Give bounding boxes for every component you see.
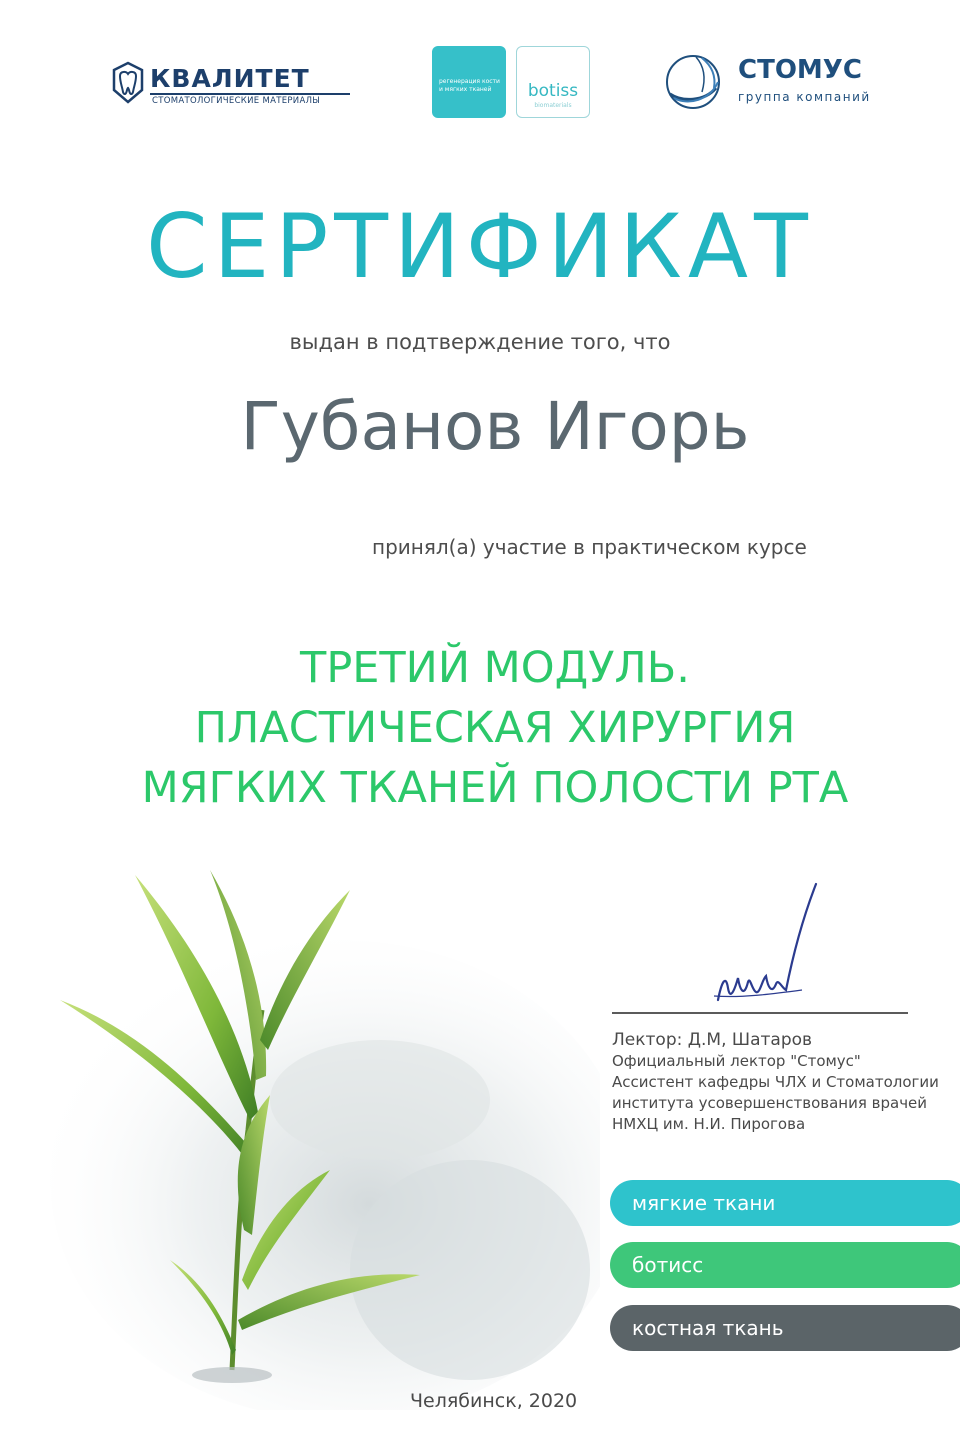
botiss-wordmark-box — [516, 46, 590, 118]
tag-bone-tissue: костная ткань — [610, 1305, 960, 1351]
lecturer-line: Ассистент кафедры ЧЛХ и Стоматологии — [612, 1073, 939, 1091]
course-title — [0, 638, 960, 818]
signature-mark — [712, 880, 832, 1010]
course-line: ПЛАСТИЧЕСКАЯ ХИРУРГИЯ — [194, 703, 796, 753]
course-line: МЯГКИХ ТКАНЕЙ ПОЛОСТИ РТА — [141, 763, 849, 813]
given-text: выдан в подтверждение того, что — [289, 330, 671, 354]
kvalitet-underline — [150, 93, 350, 95]
stomus-name: СТОМУС — [738, 55, 862, 85]
kvalitet-subtitle: СТОМАТОЛОГИЧЕСКИЕ МАТЕРИАЛЫ — [152, 96, 321, 106]
signature-line — [612, 1012, 908, 1014]
lecturer-line: НМХЦ им. Н.И. Пирогова — [612, 1115, 806, 1133]
lecturer-line: института усовершенствования врачей — [612, 1094, 928, 1112]
tag-botiss: ботисс — [610, 1242, 960, 1288]
kvalitet-logo — [108, 60, 353, 110]
participation-text: принял(а) участие в практическом курсе — [372, 535, 807, 559]
stomus-subtitle: группа компаний — [738, 90, 871, 104]
lecturer-line: Официальный лектор "Стомус" — [612, 1052, 861, 1070]
stomus-globe-icon — [660, 52, 726, 112]
botiss-logo — [432, 46, 590, 120]
botiss-tagline: biomaterials — [534, 102, 572, 109]
kvalitet-name: КВАЛИТЕТ — [150, 64, 310, 93]
recipient-name: Губанов Игорь — [240, 388, 750, 465]
botiss-tile-text: регенерация кости и мягких тканей — [439, 78, 500, 93]
certificate-title: СЕРТИФИКАТ — [146, 195, 814, 298]
city-year: Челябинск, 2020 — [410, 1390, 578, 1412]
lecturer-info — [612, 1030, 939, 1135]
stomus-logo — [660, 52, 890, 112]
tag-soft-tissue: мягкие ткани — [610, 1180, 960, 1226]
botiss-name: botiss — [527, 81, 579, 101]
tooth-logo-icon — [108, 60, 148, 106]
botiss-tile — [432, 46, 506, 118]
lecturer-name: Лектор: Д.М, Шатаров — [612, 1030, 813, 1050]
plant-illustration — [0, 850, 600, 1410]
course-line: ТРЕТИЙ МОДУЛЬ. — [300, 643, 690, 693]
